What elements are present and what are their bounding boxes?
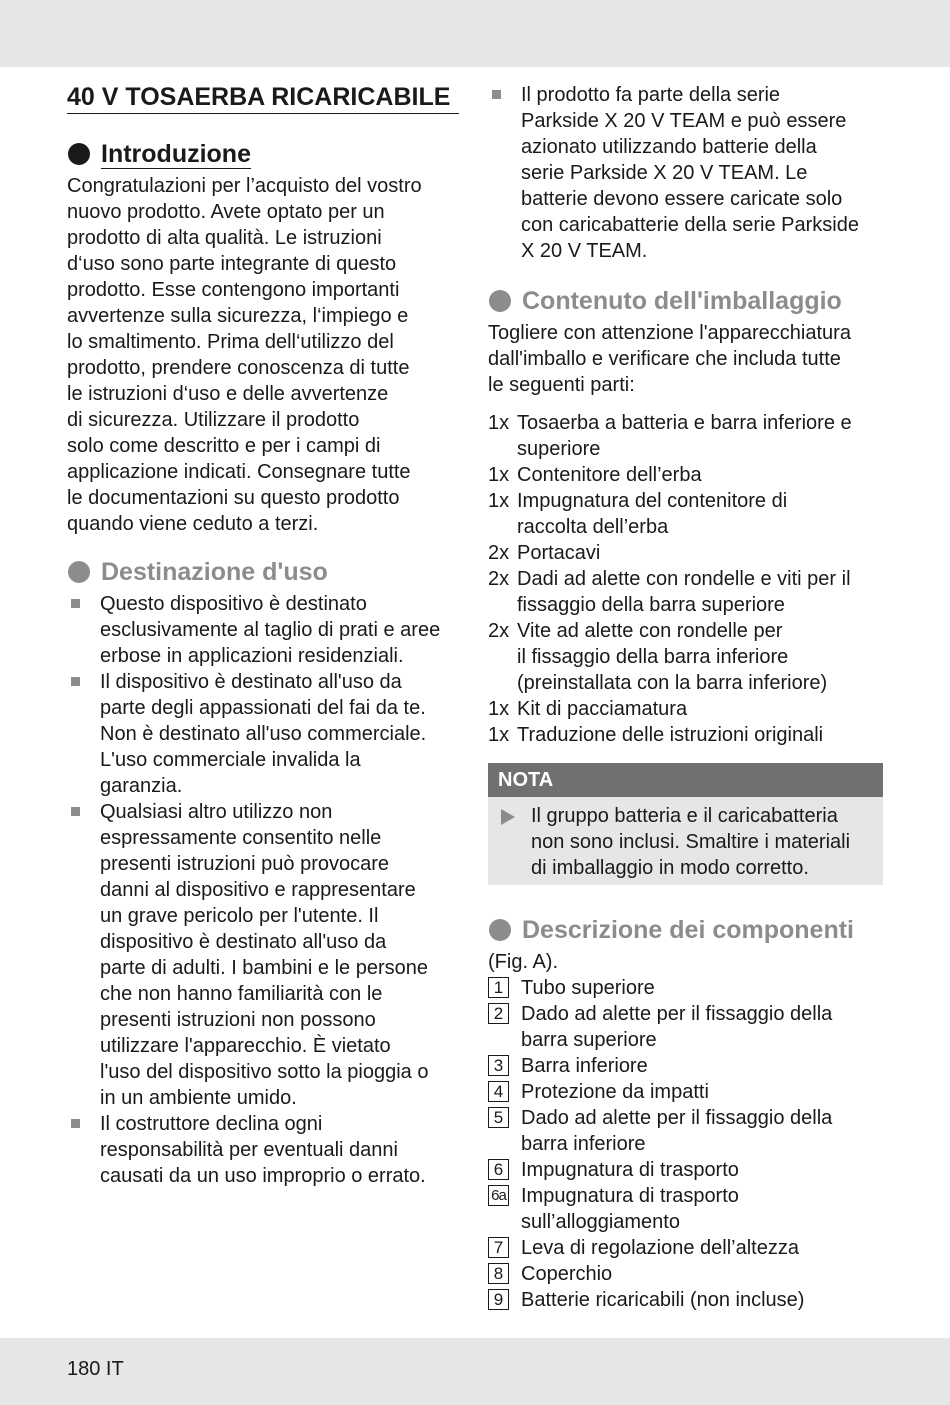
page-title: 40 V TOSAERBA RICARICABILE (67, 82, 459, 114)
component-item: 7 Leva di regolazione dell’altezza (488, 1235, 888, 1261)
square-bullet-icon (71, 1119, 80, 1128)
bullet-dot-icon (489, 290, 511, 312)
component-number: 6a (488, 1185, 509, 1206)
square-bullet-icon (492, 90, 501, 99)
component-item: 6a Impugnatura di trasporto sull’alloggiamento (488, 1183, 888, 1235)
arrow-right-icon (501, 809, 515, 825)
component-number: 1 (488, 977, 509, 998)
intro-paragraph: Congratulazioni per l’acquisto del vostro nuovo prodotto. Avete optato per un prodotto di alta qualità. Le istruzioni d‘uso sono parte integrante di questo prodotto. Esse contengono importanti avvertenze sulla sicurezza, l‘impiego e lo smaltimento. Prima dell‘utilizzo del prodotto, prendere conoscenza di tutte le istruzioni d‘uso e delle avvertenze di sicurezza. Utilizzare il prodotto solo come descritto e per i campi di applicazione indicati. Consegnare tutte le documentazioni su questo prodotto quando viene ceduto a terzi. (67, 175, 422, 535)
package-item: 1x Contenitore dell’erba (488, 464, 702, 486)
component-number: 5 (488, 1107, 509, 1128)
component-number: 7 (488, 1237, 509, 1258)
package-item: 1x Tosaerba a batteria e barra inferiore e superiore (488, 412, 852, 460)
package-item: 1x Kit di pacciamatura (488, 698, 688, 720)
list-item: Questo dispositivo è destinato esclusivamente al taglio di prati e aree erbose in applicazioni residenziali. (67, 591, 467, 669)
component-item: 8 Coperchio (488, 1261, 888, 1287)
left-column (67, 82, 467, 1189)
bottom-band (0, 1338, 950, 1405)
component-item: 5 Dado ad alette per il fissaggio della barra inferiore (488, 1105, 888, 1157)
component-number: 2 (488, 1003, 509, 1024)
component-item: 3 Barra inferiore (488, 1053, 888, 1079)
package-item: 2x Vite ad alette con rondelle per il fissaggio della barra inferiore (preinstallata con la barra inferiore) (488, 620, 828, 694)
figure-reference: (Fig. A). (488, 951, 559, 973)
package-item: 1x Traduzione delle istruzioni originali (488, 724, 824, 746)
bullet-dot-icon (68, 561, 90, 583)
component-item: 9 Batterie ricaricabili (non incluse) (488, 1287, 888, 1313)
list-item: Il prodotto fa parte della serie Parkside X 20 V TEAM e può essere azionato utilizzando batterie della serie Parkside X 20 V TEAM. Le batterie devono essere caricate solo con caricabatterie della serie Parkside X 20 V TEAM. (488, 82, 888, 264)
section-contenuto-heading: Contenuto dell'imballaggio (488, 286, 888, 316)
square-bullet-icon (71, 807, 80, 816)
component-number: 6 (488, 1159, 509, 1180)
component-number: 4 (488, 1081, 509, 1102)
right-column (488, 82, 888, 1313)
section-componenti-heading: Descrizione dei componenti (488, 915, 888, 945)
section-introduzione-heading: Introduzione (67, 139, 467, 169)
nota-body: Il gruppo batteria e il caricabatteria non sono inclusi. Smaltire i materiali di imballaggio in modo corretto. (488, 797, 883, 885)
list-item: Il dispositivo è destinato all'uso da parte degli appassionati del fai da te. Non è destinato all'uso commerciale. L'uso commerciale invalida la garanzia. (67, 669, 467, 799)
square-bullet-icon (71, 677, 80, 686)
component-item: 4 Protezione da impatti (488, 1079, 888, 1105)
component-item: 2 Dado ad alette per il fissaggio della barra superiore (488, 1001, 888, 1053)
component-item: 1 Tubo superiore (488, 975, 888, 1001)
package-item: 2x Dadi ad alette con rondelle e viti per il fissaggio della barra superiore (488, 568, 851, 616)
component-number: 8 (488, 1263, 509, 1284)
component-number: 9 (488, 1289, 509, 1310)
bullet-dot-icon (489, 919, 511, 941)
list-item: Qualsiasi altro utilizzo non espressamente consentito nelle presenti istruzioni può provocare danni al dispositivo e rappresentare un grave pericolo per l'utente. Il dispositivo è destinato all'uso da parte di adulti. I bambini e le persone che non hanno familiarità con le presenti istruzioni non possono utilizzare l'apparecchio. È vietato l'uso del dispositivo sotto la pioggia o in un ambiente umido. (67, 799, 467, 1111)
package-intro: Togliere con attenzione l'apparecchiatura dall'imballo e verificare che includa tutte le seguenti parti: (488, 322, 851, 396)
nota-box (488, 763, 883, 885)
section-destinazione-heading: Destinazione d'uso (67, 557, 467, 587)
component-item: 6 Impugnatura di trasporto (488, 1157, 888, 1183)
package-item: 1x Impugnatura del contenitore di raccolta dell’erba (488, 490, 788, 538)
component-number: 3 (488, 1055, 509, 1076)
top-band (0, 0, 950, 67)
bullet-dot-icon (68, 143, 90, 165)
page-number: 180 IT (67, 1358, 124, 1380)
square-bullet-icon (71, 599, 80, 608)
nota-label: NOTA (488, 763, 883, 797)
list-item: Il costruttore declina ogni responsabilità per eventuali danni causati da un uso improprio o errato. (67, 1111, 467, 1189)
package-item: 2x Portacavi (488, 542, 601, 564)
